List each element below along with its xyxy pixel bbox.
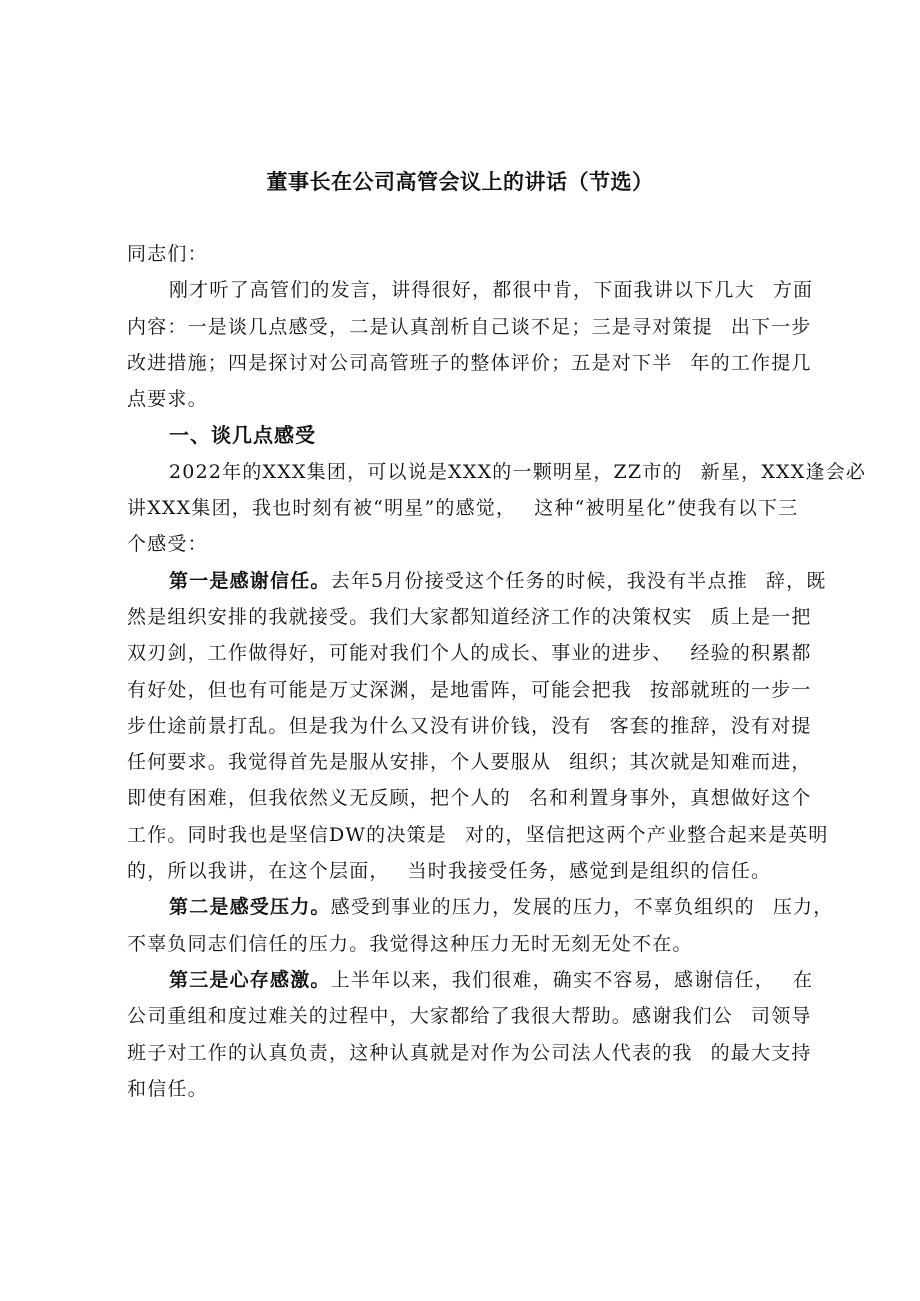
point-lead: 第一是感谢信任。	[169, 569, 331, 592]
paragraph-line: 内容：一是谈几点感受，二是认真剖析自己谈不足；三是寻对策提 出下一步	[127, 315, 812, 338]
paragraph-line: 的，所以我讲，在这个层面， 当时我接受任务，感觉到是组织的信任。	[127, 860, 772, 883]
paragraph-line: 任何要求。我觉得首先是服从安排，个人要服从 组织；其次就是知难而进，	[127, 751, 812, 774]
paragraph-line: 不辜负同志们信任的压力。我觉得这种压力无时无刻无处不在。	[127, 932, 693, 955]
point-lead: 第三是心存感激。	[169, 968, 331, 991]
paragraph-line: 即使有困难，但我依然义无反顾，把个人的 名和利置身事外，真想做好这个	[127, 787, 812, 810]
salutation: 同志们：	[127, 243, 208, 265]
paragraph-line: 步仕途前景打乱。但是我为什么又没有讲价钱，没有 客套的推辞，没有对提	[127, 714, 812, 737]
paragraph-line: 双刃剑，工作做得好，可能对我们个人的成长、事业的进步、 经验的积累都	[127, 642, 812, 665]
paragraph-line: 公司重组和度过难关的过程中，大家都给了我很大帮助。感谢我们公 司领导	[127, 1005, 812, 1028]
document-title: 董事长在公司高管会议上的讲话（节选）	[266, 170, 654, 194]
paragraph-line: 班子对工作的认真负责，这种认真就是对作为公司法人代表的我 的最大支持	[127, 1041, 812, 1064]
paragraph-line: 有好处，但也有可能是万丈深渊，是地雷阵，可能会把我 按部就班的一步一	[127, 678, 812, 701]
paragraph-line: 第一是感谢信任。去年5月份接受这个任务的时候，我没有半点推 辞，既	[169, 569, 827, 592]
paragraph-line: 个感受：	[127, 533, 208, 556]
paragraph-line: 点要求。	[127, 388, 208, 411]
paragraph-line: 然是组织安排的我就接受。我们大家都知道经济工作的决策权实 质上是一把	[127, 605, 812, 628]
paragraph-line: 第三是心存感激。上半年以来，我们很难，确实不容易，感谢信任， 在	[169, 968, 814, 991]
point-lead: 第二是感受压力。	[169, 896, 331, 919]
paragraph-line: 改进措施；四是探讨对公司高管班子的整体评价；五是对下半 年的工作提几	[127, 351, 812, 374]
paragraph-line: 和信任。	[127, 1077, 208, 1100]
paragraph-line: 刚才听了高管们的发言，讲得很好，都很中肯，下面我讲以下几大 方面	[169, 279, 814, 302]
paragraph-line: 工作。同时我也是坚信DW的决策是 对的，坚信把这两个产业整合起来是英明	[127, 823, 829, 846]
paragraph-line: 第二是感受压力。感受到事业的压力，发展的压力，不辜负组织的 压力，	[169, 896, 834, 919]
document-body	[127, 236, 867, 1107]
paragraph-line: 讲XXX集团，我也时刻有被“明星”的感觉， 这种“被明星化”使我有以下三	[127, 497, 799, 520]
paragraph-line: 2022年的XXX集团，可以说是XXX的一颗明星，ZZ市的 新星，XXX逢会必	[169, 460, 867, 483]
section-heading: 一、谈几点感受	[169, 423, 316, 448]
